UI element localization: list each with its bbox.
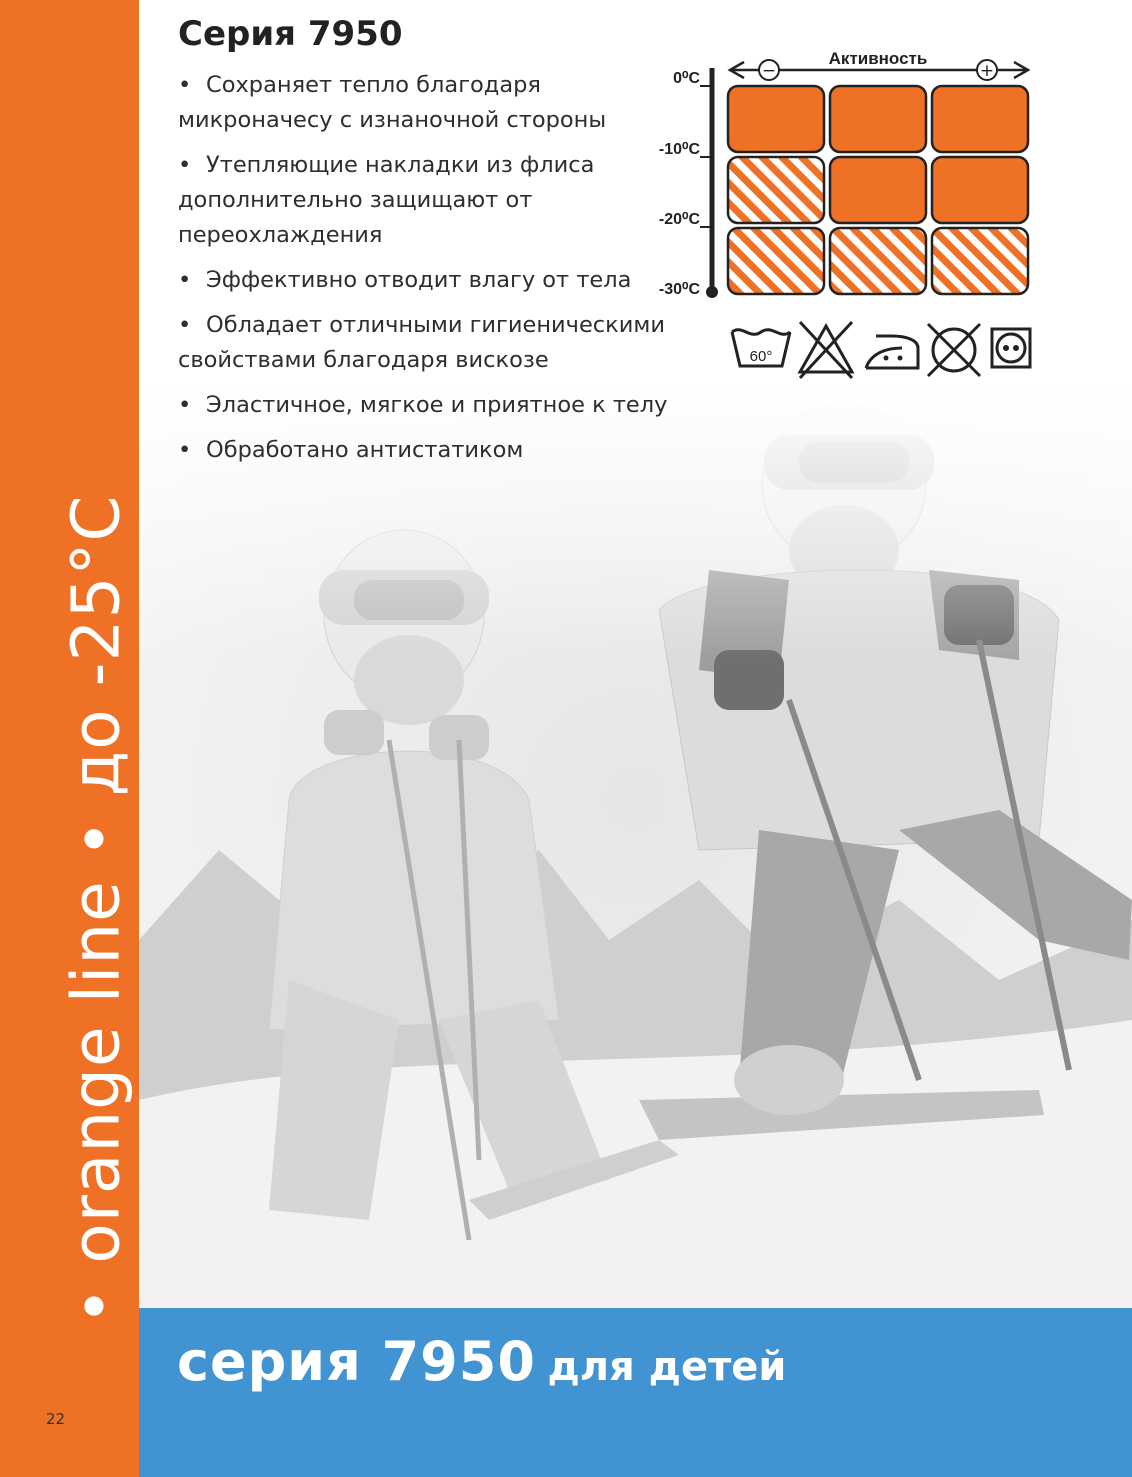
bullet: • xyxy=(178,267,192,293)
feature-item xyxy=(178,148,678,253)
chart-cell-solid xyxy=(728,86,824,152)
page-number: 22 xyxy=(46,1410,66,1428)
no-bleach-icon xyxy=(800,322,852,378)
series-banner xyxy=(139,1308,1132,1477)
chart-cell-hatched xyxy=(728,157,824,223)
side-strip xyxy=(0,0,139,1477)
temp-tick-label: -20⁰С xyxy=(658,211,700,228)
feature-text: Утепляющие накладки из флиса дополнительно защищают от переохлаждения xyxy=(178,152,595,248)
feature-text: Эластичное, мягкое и приятное к телу xyxy=(206,392,668,418)
feature-item xyxy=(178,433,678,468)
no-dry-clean-icon xyxy=(928,324,980,376)
feature-item xyxy=(178,388,678,423)
feature-text: Сохраняет тепло благодаря микроначесу с изнаночной стороны xyxy=(178,72,607,133)
wash-temp-label: 60° xyxy=(749,348,773,365)
feature-item xyxy=(178,68,678,138)
temp-tick-label: 0⁰С xyxy=(673,70,700,87)
bullet: • xyxy=(178,392,192,418)
vertical-series-title: • orange line • до -25°С xyxy=(57,494,135,1326)
feature-text: Обработано антистатиком xyxy=(206,437,524,463)
chart-cell-hatched xyxy=(830,228,926,294)
feature-item xyxy=(178,263,678,298)
feature-text: Эффективно отводит влагу от тела xyxy=(206,267,632,293)
wash-60-icon xyxy=(732,330,790,366)
banner-series: серия 7950 xyxy=(177,1330,536,1393)
temperature-activity-chart xyxy=(640,40,1040,305)
bullet: • xyxy=(178,312,192,338)
bullet: • xyxy=(178,437,192,463)
bullet: • xyxy=(178,152,192,178)
minus-sign: − xyxy=(761,61,777,81)
chart-cell-hatched xyxy=(932,228,1028,294)
bullet: • xyxy=(178,72,192,98)
plus-sign: + xyxy=(979,61,995,81)
chart-cell-hatched xyxy=(728,228,824,294)
feature-item xyxy=(178,308,678,378)
feature-list xyxy=(178,68,678,478)
chart-cells xyxy=(728,86,1028,294)
two-children-skiing-photo xyxy=(139,380,1132,1310)
chart-cell-solid xyxy=(932,86,1028,152)
temp-tick-label: -10⁰С xyxy=(658,141,700,158)
page-title: Серия 7950 xyxy=(178,14,403,54)
temp-tick-label: -30⁰С xyxy=(658,281,700,298)
tumble-dry-icon xyxy=(992,329,1030,367)
chart-cell-solid xyxy=(932,157,1028,223)
banner-audience: для детей xyxy=(547,1344,787,1390)
banner-title xyxy=(177,1330,786,1393)
chart-cell-solid xyxy=(830,157,926,223)
feature-text: Обладает отличными гигиеническими свойствами благодаря вискозе xyxy=(178,312,665,373)
activity-label: Активность xyxy=(828,49,928,68)
care-symbols xyxy=(728,320,1033,382)
iron-medium-icon xyxy=(866,336,918,368)
chart-cell-solid xyxy=(830,86,926,152)
